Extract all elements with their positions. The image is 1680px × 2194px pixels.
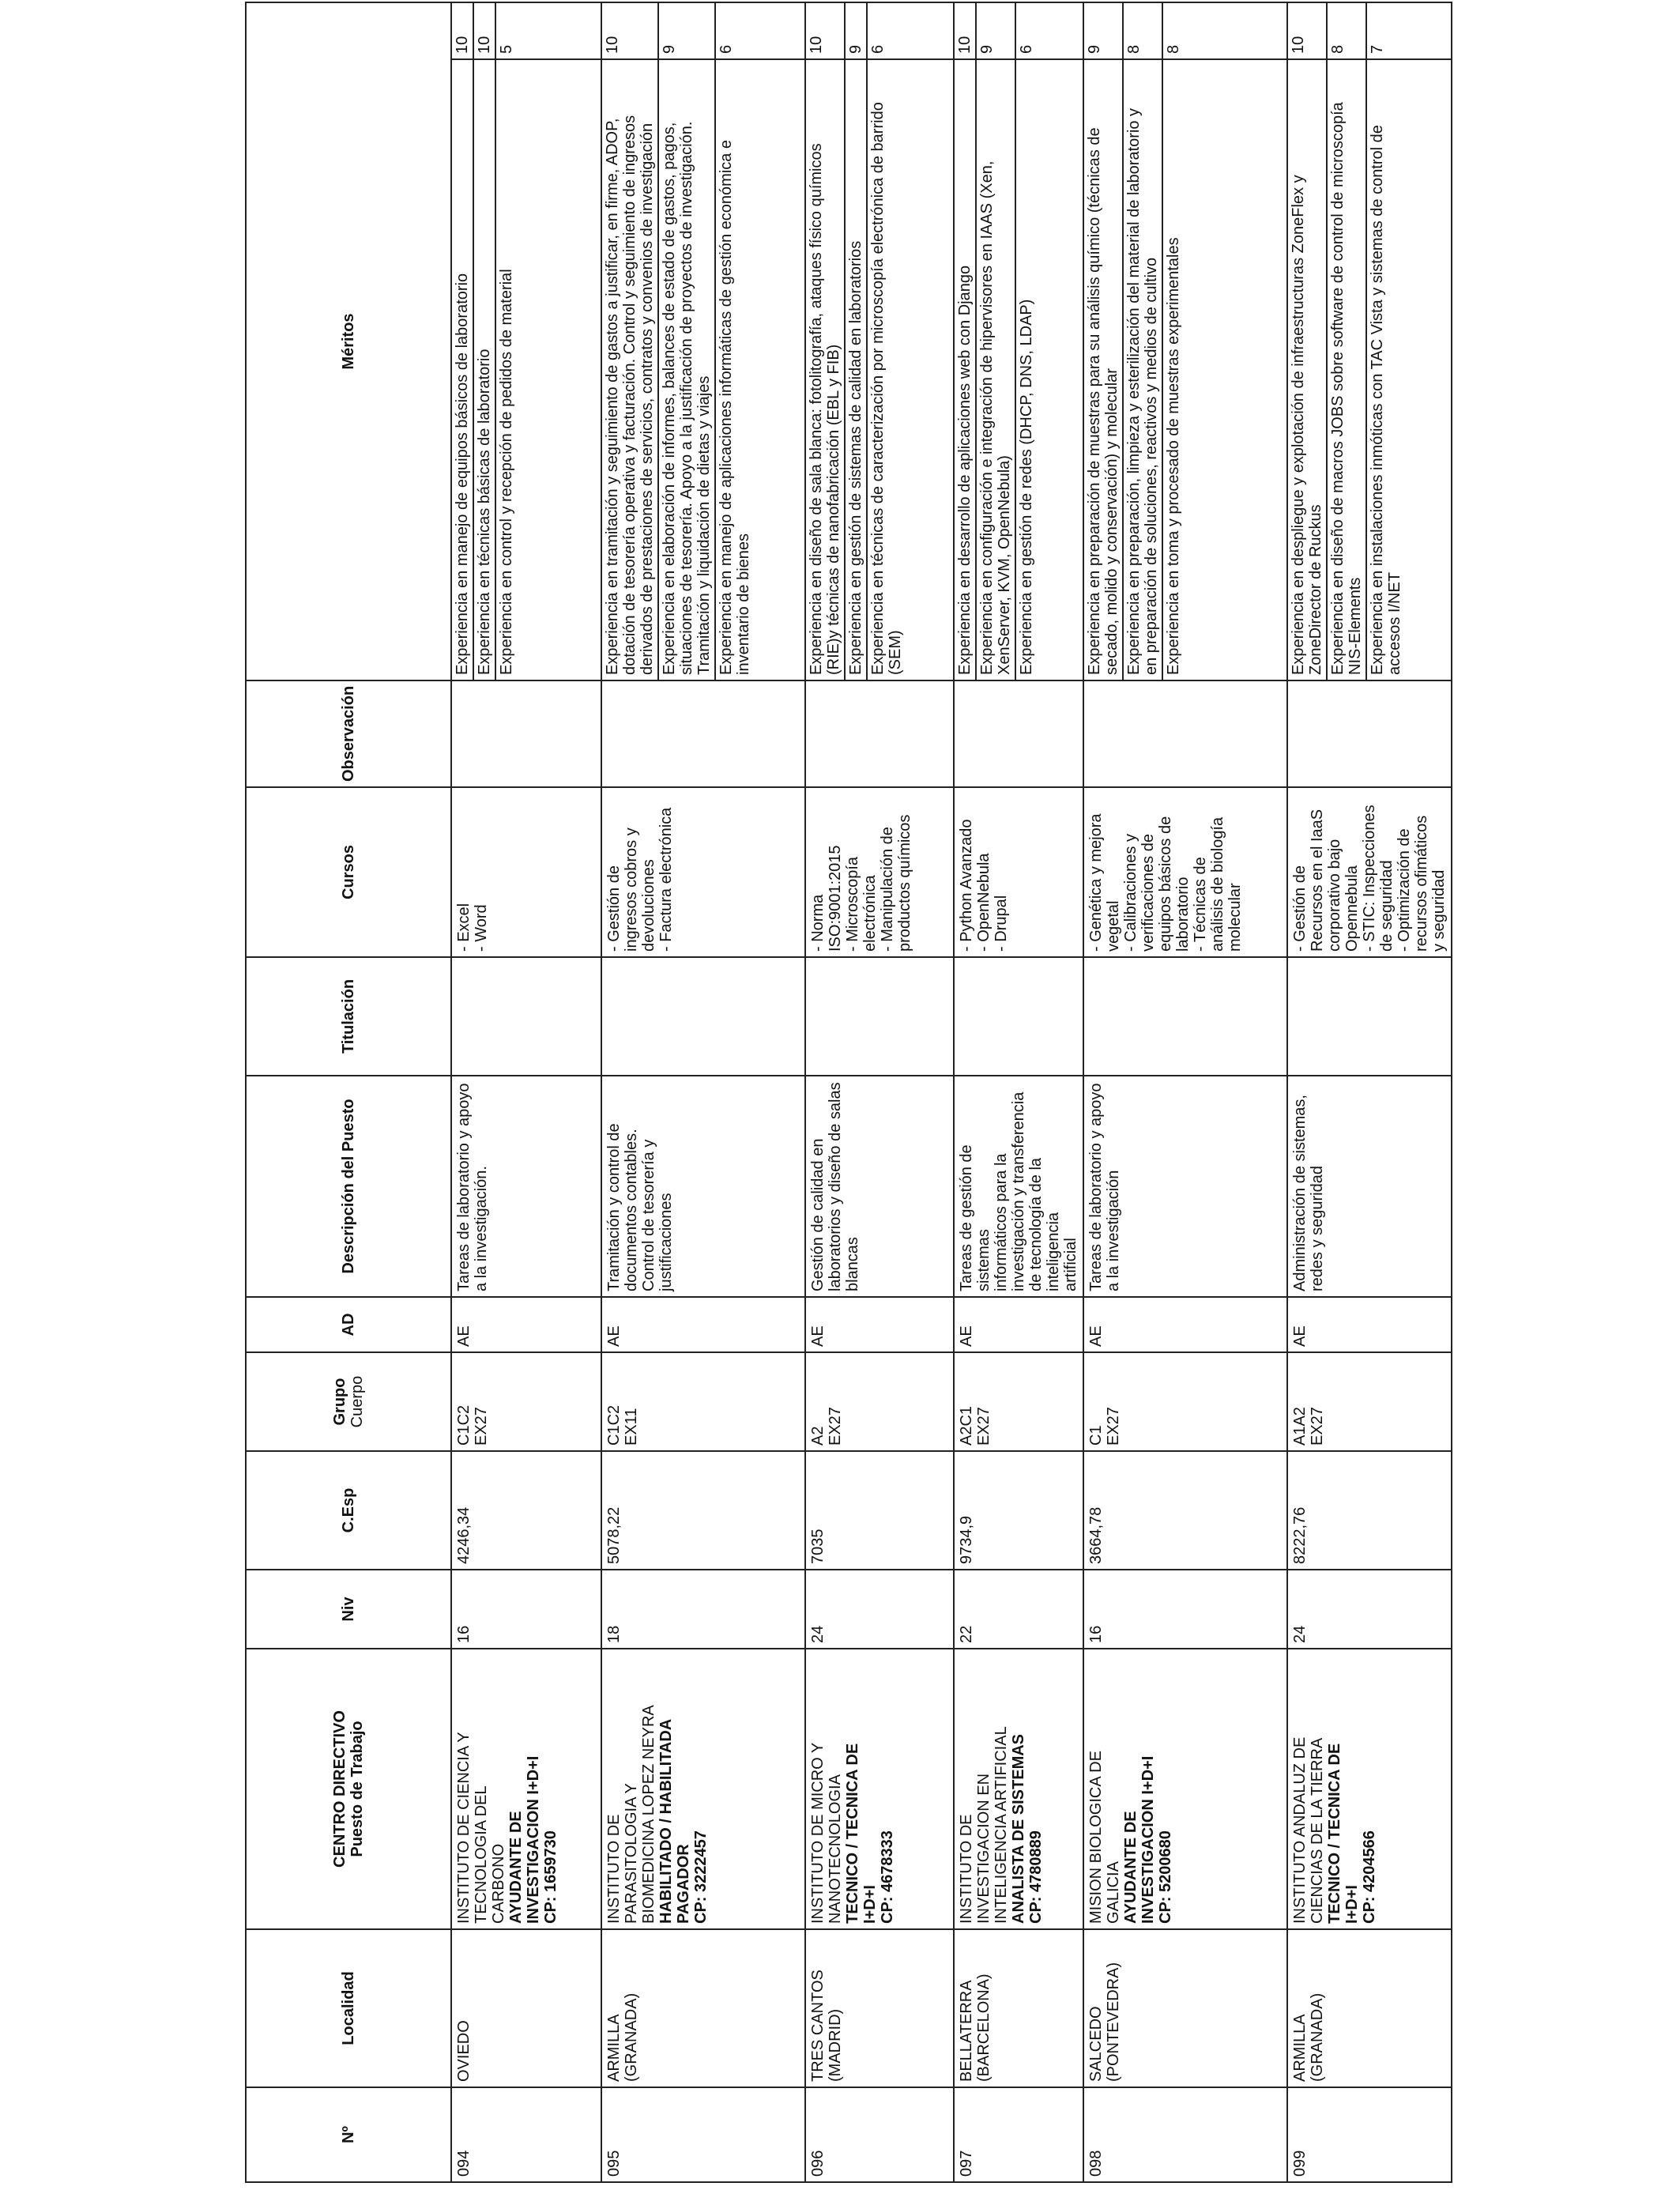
cell-meritos bbox=[1083, 2, 1287, 680]
merito-text-line: Experiencia en gestión de redes (DHCP, DNS, LDAP) bbox=[1018, 299, 1035, 675]
descripcion-line: Gestión de calidad en bbox=[809, 1138, 827, 1291]
merito-text bbox=[846, 60, 866, 680]
cell-cesp: 8222,76 bbox=[1287, 1451, 1452, 1570]
merito-score: 6 bbox=[1016, 3, 1083, 60]
cell-meritos bbox=[601, 2, 805, 680]
table-body bbox=[451, 2, 1452, 2182]
localidad-line: TRES CANTOS bbox=[809, 1970, 827, 2082]
merito-text-line: Experiencia en técnicas básicas de laboratorio bbox=[476, 349, 493, 675]
table-row bbox=[1083, 2, 1287, 2182]
curso-line: - Gestión de bbox=[1291, 865, 1309, 952]
curso-line: laboratorio bbox=[1174, 876, 1192, 952]
merito-text-line: (SEM) bbox=[887, 630, 904, 675]
merito-text-line: secado, molido y conservación) y molecular bbox=[1103, 368, 1121, 675]
cell-cesp: 3664,78 bbox=[1083, 1451, 1287, 1570]
grupo-value: C1C2 bbox=[605, 1404, 623, 1446]
cell-titulacion bbox=[805, 957, 954, 1076]
merito-score: 10 bbox=[1288, 3, 1326, 60]
curso-line: - Factura electrónica bbox=[657, 807, 675, 952]
puesto-line: ANALISTA DE SISTEMAS bbox=[1010, 1733, 1027, 1924]
centro-line: TECNOLOGIA DEL bbox=[473, 1785, 490, 1924]
cuerpo-value: EX27 bbox=[827, 1407, 844, 1446]
merito-score: 10 bbox=[474, 3, 495, 60]
cell-grupo bbox=[1083, 1352, 1287, 1451]
table-row bbox=[601, 2, 805, 2182]
merito-text-line: Experiencia en desarrollo de aplicaciones web con Django bbox=[956, 265, 974, 675]
cell-grupo bbox=[451, 1352, 601, 1451]
curso-line: productos químicos bbox=[896, 814, 913, 952]
merito-text bbox=[452, 60, 473, 680]
localidad-line: (PONTEVEDRA) bbox=[1105, 1962, 1122, 2082]
merito-text-line: Experiencia en toma y procesado de muestras experimentales bbox=[1165, 237, 1182, 675]
centro-line: INSTITUTO ANDALUZ DE bbox=[1291, 1736, 1309, 1924]
merito-item bbox=[844, 3, 866, 680]
merito-item bbox=[1122, 3, 1162, 680]
merito-item bbox=[1326, 3, 1365, 680]
merito-text-line: Experiencia en control y recepción de pedidos de material bbox=[498, 269, 515, 675]
header-cursos: Cursos bbox=[246, 787, 451, 957]
merito-text-line: accesos I/NET bbox=[1386, 571, 1403, 675]
puesto-line: AYUDANTE DE bbox=[1122, 1811, 1139, 1924]
cuerpo-value: EX27 bbox=[975, 1407, 993, 1446]
curso-line: - Norma bbox=[809, 894, 827, 952]
cell-localidad bbox=[451, 1929, 601, 2087]
cell-localidad bbox=[1083, 1929, 1287, 2087]
header-num: Nº bbox=[246, 2087, 451, 2182]
merito-score: 7 bbox=[1367, 3, 1451, 60]
meritos-list bbox=[806, 3, 953, 680]
curso-line: - Excel bbox=[455, 903, 473, 952]
cell-localidad bbox=[805, 1929, 954, 2087]
merito-score: 9 bbox=[1084, 3, 1122, 60]
merito-text-line: NIS-Elements bbox=[1347, 577, 1364, 675]
cuerpo-value: EX11 bbox=[623, 1408, 640, 1446]
cell-cesp: 9734,9 bbox=[954, 1451, 1083, 1570]
cell-centro-puesto bbox=[601, 1649, 805, 1929]
cell-niv: 16 bbox=[1083, 1570, 1287, 1649]
merito-text-line: Experiencia en técnicas de caracterización por microscopía electrónica de barrido bbox=[869, 102, 887, 675]
puesto-line: TECNICO / TECNICA DE bbox=[844, 1743, 861, 1924]
puesto-line: I+D+I bbox=[861, 1885, 879, 1924]
centro-line: INSTITUTO DE bbox=[605, 1814, 623, 1924]
merito-item bbox=[975, 3, 1015, 680]
header-descripcion: Descripción del Puesto bbox=[246, 1076, 451, 1297]
curso-line: - Drupal bbox=[993, 895, 1010, 952]
merito-item bbox=[1015, 3, 1083, 680]
cell-centro-puesto bbox=[451, 1649, 601, 1929]
table-row bbox=[954, 2, 1083, 2182]
cell-descripcion bbox=[1287, 1076, 1452, 1297]
cell-cursos bbox=[1287, 787, 1452, 957]
header-observacion: Observación bbox=[246, 680, 451, 787]
cell-observacion bbox=[1083, 680, 1287, 787]
merito-text bbox=[1288, 60, 1326, 680]
localidad-line: (GRANADA) bbox=[623, 1992, 640, 2082]
merito-item bbox=[1365, 3, 1451, 680]
centro-line: MISION BIOLOGICA DE bbox=[1087, 1751, 1105, 1924]
header-cuerpo-label: Cuerpo bbox=[348, 1375, 366, 1428]
curso-line: - Técnicas de bbox=[1192, 857, 1209, 952]
merito-text-line: (RIE)y técnicas de nanofabricación (EBL y FIB) bbox=[825, 344, 842, 675]
descripcion-line: blancas bbox=[844, 1237, 861, 1291]
merito-item bbox=[866, 3, 953, 680]
curso-line: electrónica bbox=[861, 875, 879, 952]
curso-line: Recursos en el IaaS bbox=[1309, 809, 1326, 952]
cell-cursos bbox=[601, 787, 805, 957]
header-niv: Niv bbox=[246, 1570, 451, 1649]
centro-line: INSTITUTO DE MICRO Y bbox=[809, 1742, 827, 1924]
cell-num: 097 bbox=[954, 2087, 1083, 2182]
merito-text bbox=[716, 60, 804, 680]
curso-line: ISO:9001:2015 bbox=[827, 845, 844, 952]
merito-score: 5 bbox=[496, 3, 601, 60]
cell-num: 099 bbox=[1287, 2087, 1452, 2182]
descripcion-line: laboratorios y diseño de salas bbox=[827, 1082, 844, 1291]
curso-line: verificaciones de bbox=[1139, 834, 1157, 952]
curso-line: - Microscopía bbox=[844, 856, 861, 952]
merito-text bbox=[868, 60, 953, 680]
table-row bbox=[451, 2, 601, 2182]
centro-line: INSTITUTO DE CIENCIA Y bbox=[455, 1732, 473, 1924]
cell-niv: 22 bbox=[954, 1570, 1083, 1649]
cell-centro-puesto bbox=[1287, 1649, 1452, 1929]
merito-item bbox=[955, 3, 975, 680]
cell-observacion bbox=[601, 680, 805, 787]
header-centro bbox=[246, 1649, 451, 1929]
job-table bbox=[245, 2, 1452, 2183]
curso-line: devoluciones bbox=[640, 859, 657, 952]
cuerpo-value: EX27 bbox=[1309, 1407, 1326, 1446]
cell-grupo bbox=[954, 1352, 1083, 1451]
curso-line: - Optimización de bbox=[1396, 828, 1413, 952]
merito-score: 9 bbox=[977, 3, 1015, 60]
header-ad: AD bbox=[246, 1297, 451, 1352]
merito-text bbox=[474, 60, 495, 680]
cp-code: CP: 1659730 bbox=[542, 1830, 559, 1924]
localidad-line: (MADRID) bbox=[827, 2008, 844, 2082]
merito-item bbox=[495, 3, 601, 680]
merito-score: 10 bbox=[602, 3, 657, 60]
merito-item bbox=[473, 3, 495, 680]
merito-text bbox=[1328, 60, 1365, 680]
curso-line: ingresos cobros y bbox=[623, 827, 640, 952]
cell-titulacion bbox=[1287, 957, 1452, 1076]
centro-line: INTELIGENCIA ARTIFICIAL bbox=[993, 1726, 1010, 1924]
cell-observacion bbox=[954, 680, 1083, 787]
localidad-line: (BARCELONA) bbox=[975, 1973, 993, 2082]
merito-item bbox=[602, 3, 657, 680]
meritos-list bbox=[1084, 3, 1286, 680]
merito-item bbox=[806, 3, 844, 680]
cell-descripcion bbox=[601, 1076, 805, 1297]
merito-text-line: inventario de bienes bbox=[735, 533, 752, 675]
rotated-page bbox=[245, 0, 1448, 2183]
cell-descripcion bbox=[954, 1076, 1083, 1297]
cell-titulacion bbox=[954, 957, 1083, 1076]
cell-grupo bbox=[1287, 1352, 1452, 1451]
merito-text-line: Experiencia en manejo de aplicaciones informáticas de gestión económica e bbox=[718, 139, 735, 675]
merito-score: 9 bbox=[659, 3, 714, 60]
descripcion-line: investigación y transferencia bbox=[1010, 1091, 1027, 1291]
merito-text bbox=[602, 60, 657, 680]
descripcion-line: justificaciones bbox=[657, 1193, 675, 1291]
descripcion-line: Tramitación y control de bbox=[605, 1123, 623, 1291]
cell-ad: AE bbox=[451, 1297, 601, 1352]
centro-line: NANOTECNOLOGIA bbox=[827, 1774, 844, 1924]
descripcion-line: documentos contables. bbox=[623, 1129, 640, 1291]
grupo-value: C1C2 bbox=[455, 1404, 473, 1446]
cell-cursos bbox=[1083, 787, 1287, 957]
cell-grupo bbox=[805, 1352, 954, 1451]
descripcion-line: Tareas de laboratorio y apoyo bbox=[455, 1083, 473, 1291]
header-grupo-label: Grupo bbox=[331, 1378, 348, 1426]
centro-line: INSTITUTO DE bbox=[958, 1814, 975, 1924]
merito-item bbox=[714, 3, 804, 680]
merito-text bbox=[1016, 60, 1083, 680]
header-cesp: C.Esp bbox=[246, 1451, 451, 1570]
descripcion-line: informáticos para la bbox=[993, 1153, 1010, 1291]
merito-text bbox=[496, 60, 601, 680]
cell-num: 096 bbox=[805, 2087, 954, 2182]
localidad-line: ARMILLA bbox=[605, 2014, 623, 2082]
merito-item bbox=[1288, 3, 1326, 680]
cell-titulacion bbox=[601, 957, 805, 1076]
header-puesto-label: Puesto de Trabajo bbox=[348, 1721, 366, 1857]
descripcion-line: Tareas de laboratorio y apoyo bbox=[1087, 1083, 1105, 1291]
cell-cursos bbox=[451, 787, 601, 957]
cell-niv: 18 bbox=[601, 1570, 805, 1649]
merito-item bbox=[1084, 3, 1122, 680]
cell-centro-puesto bbox=[1083, 1649, 1287, 1929]
merito-text bbox=[659, 60, 714, 680]
localidad-line: SALCEDO bbox=[1087, 2006, 1105, 2082]
curso-line: - Manipulación de bbox=[879, 827, 896, 952]
merito-text-line: Experiencia en instalaciones inmóticas con TAC Vista y sistemas de control de bbox=[1369, 125, 1386, 675]
curso-line: - Python Avanzado bbox=[958, 819, 975, 952]
cell-localidad bbox=[601, 1929, 805, 2087]
merito-score: 8 bbox=[1163, 3, 1286, 60]
meritos-list bbox=[452, 3, 601, 680]
cp-code: CP: 5200680 bbox=[1157, 1830, 1174, 1924]
merito-text-line: Experiencia en gestión de sistemas de calidad en laboratorios bbox=[847, 240, 864, 675]
centro-line: BIOMEDICINA LOPEZ NEYRA bbox=[640, 1705, 657, 1924]
curso-line: - Genética y mejora bbox=[1087, 813, 1105, 952]
curso-line: - Gestión de bbox=[605, 865, 623, 952]
cp-code: CP: 3222457 bbox=[692, 1830, 710, 1924]
merito-text-line: en preparación de soluciones, reactivos y medios de cultivo bbox=[1143, 257, 1160, 675]
curso-line: - STIC: Inspecciones bbox=[1361, 805, 1378, 952]
descripcion-line: Tareas de gestión de sistemas bbox=[958, 1144, 993, 1291]
curso-line: - OpenNebula bbox=[975, 853, 993, 952]
merito-text bbox=[1367, 60, 1451, 680]
header-grupo bbox=[246, 1352, 451, 1451]
header-localidad: Localidad bbox=[246, 1929, 451, 2087]
merito-text bbox=[955, 60, 975, 680]
cuerpo-value: EX27 bbox=[473, 1407, 490, 1446]
meritos-list bbox=[955, 3, 1083, 680]
cell-cesp: 7035 bbox=[805, 1451, 954, 1570]
descripcion-line: a la investigación bbox=[1105, 1170, 1122, 1291]
header-centro-label: CENTRO DIRECTIVO bbox=[331, 1710, 348, 1868]
centro-line: PARASITOLOGIA Y bbox=[623, 1783, 640, 1924]
descripcion-line: redes y seguridad bbox=[1309, 1166, 1326, 1291]
merito-score: 9 bbox=[846, 3, 866, 60]
header-titulacion: Titulación bbox=[246, 957, 451, 1076]
cell-cesp: 5078,22 bbox=[601, 1451, 805, 1570]
grupo-value: A2 bbox=[809, 1426, 827, 1446]
curso-line: recursos ofimáticos bbox=[1413, 815, 1430, 952]
merito-score: 10 bbox=[806, 3, 844, 60]
curso-line: - Word bbox=[473, 904, 490, 952]
merito-score: 8 bbox=[1124, 3, 1162, 60]
merito-score: 6 bbox=[716, 3, 804, 60]
cell-num: 095 bbox=[601, 2087, 805, 2182]
merito-text-line: Experiencia en configuración e integración de hipervisores en IAAS (Xen, bbox=[978, 160, 996, 675]
merito-text-line: situaciones de tesorería. Apoyo a la justificación de proyectos de investigación. bbox=[678, 121, 695, 675]
merito-text bbox=[1163, 60, 1286, 680]
merito-text-line: Experiencia en elaboración de informes, balances de estado de gastos, pagos, bbox=[661, 122, 678, 675]
cell-observacion bbox=[1287, 680, 1452, 787]
cell-ad: AE bbox=[954, 1297, 1083, 1352]
curso-line: molecular bbox=[1226, 883, 1244, 952]
cell-niv: 24 bbox=[805, 1570, 954, 1649]
merito-text-line: XenServer, KVM, OpenNebula) bbox=[996, 455, 1013, 675]
cell-descripcion bbox=[805, 1076, 954, 1297]
cell-observacion bbox=[805, 680, 954, 787]
centro-line: GALICIA bbox=[1105, 1861, 1122, 1924]
cell-num: 094 bbox=[451, 2087, 601, 2182]
cp-code: CP: 4678333 bbox=[879, 1830, 896, 1924]
merito-text bbox=[1124, 60, 1162, 680]
merito-text-line: ZoneDirector de Ruckus bbox=[1307, 504, 1324, 675]
cell-cursos bbox=[954, 787, 1083, 957]
localidad-line: OVIEDO bbox=[455, 2020, 473, 2082]
cell-niv: 16 bbox=[451, 1570, 601, 1649]
cell-centro-puesto bbox=[805, 1649, 954, 1929]
descripcion-line: a la investigación. bbox=[473, 1166, 490, 1291]
descripcion-line: artificial bbox=[1062, 1238, 1079, 1291]
localidad-line: ARMILLA bbox=[1291, 2014, 1309, 2082]
puesto-line: INVESTIGACION I+D+I bbox=[525, 1755, 542, 1924]
merito-text bbox=[806, 60, 844, 680]
header-row bbox=[246, 2, 451, 2182]
puesto-line: HABILITADO / HABILITADA bbox=[657, 1718, 675, 1924]
merito-text-line: Tramitación y liquidación de dietas y viajes bbox=[695, 375, 713, 675]
cell-num: 098 bbox=[1083, 2087, 1287, 2182]
cell-titulacion bbox=[451, 957, 601, 1076]
cp-code: CP: 4780889 bbox=[1027, 1830, 1045, 1924]
merito-score: 10 bbox=[452, 3, 473, 60]
merito-item bbox=[1162, 3, 1286, 680]
cell-meritos bbox=[451, 2, 601, 680]
grupo-value: A2C1 bbox=[958, 1405, 975, 1446]
curso-line: corporativo bajo bbox=[1326, 839, 1343, 952]
descripcion-line: de tecnología de la inteligencia bbox=[1027, 1157, 1062, 1291]
cell-meritos bbox=[954, 2, 1083, 680]
cell-ad: AE bbox=[1287, 1297, 1452, 1352]
meritos-list bbox=[1288, 3, 1451, 680]
merito-text-line: dotación de tesorería operativa y facturación. Control y seguimiento de ingresos bbox=[621, 115, 638, 675]
curso-line: y seguridad bbox=[1430, 869, 1448, 952]
cell-descripcion bbox=[451, 1076, 601, 1297]
curso-line: vegetal bbox=[1105, 900, 1122, 952]
cell-cesp: 4246,34 bbox=[451, 1451, 601, 1570]
cell-ad: AE bbox=[805, 1297, 954, 1352]
puesto-line: INVESTIGACION I+D+I bbox=[1139, 1755, 1157, 1924]
centro-line: CARBONO bbox=[490, 1843, 507, 1924]
puesto-line: I+D+I bbox=[1343, 1885, 1361, 1924]
merito-text-line: Experiencia en tramitación y seguimiento de gastos a justificar, en firme, ADOP, bbox=[604, 118, 621, 675]
merito-text-line: Experiencia en diseño de sala blanca: fotolitografía, ataques físico químicos bbox=[808, 143, 825, 675]
cell-ad: AE bbox=[1083, 1297, 1287, 1352]
merito-text-line: Experiencia en preparación de muestras para su análisis químico (técnicas de bbox=[1086, 127, 1103, 675]
curso-line: equipos básicos de bbox=[1157, 816, 1174, 952]
cell-localidad bbox=[1287, 1929, 1452, 2087]
merito-text-line: Experiencia en despliegue y explotación de infraestructuras ZoneFlex y bbox=[1290, 175, 1307, 675]
localidad-line: BELLATERRA bbox=[958, 1980, 975, 2082]
grupo-value: A1A2 bbox=[1291, 1407, 1309, 1446]
merito-text-line: Experiencia en diseño de macros JOBS sobre software de control de microscopía bbox=[1329, 102, 1347, 675]
puesto-line: PAGADOR bbox=[675, 1844, 692, 1924]
merito-item bbox=[452, 3, 473, 680]
cell-descripcion bbox=[1083, 1076, 1287, 1297]
cell-centro-puesto bbox=[954, 1649, 1083, 1929]
merito-text bbox=[977, 60, 1015, 680]
merito-text-line: derivados de prestaciones de servicios, contratos y convenios de investigación bbox=[638, 123, 656, 675]
cell-niv: 24 bbox=[1287, 1570, 1452, 1649]
cp-code: CP: 4204566 bbox=[1361, 1830, 1378, 1924]
header-meritos: Méritos bbox=[246, 2, 451, 680]
descripcion-line: Administración de sistemas, bbox=[1291, 1095, 1309, 1291]
table-row bbox=[805, 2, 954, 2182]
table-row bbox=[1287, 2, 1452, 2182]
cell-localidad bbox=[954, 1929, 1083, 2087]
merito-text-line: Experiencia en preparación, limpieza y esterilización del material de laboratorio y bbox=[1125, 107, 1143, 675]
merito-item bbox=[657, 3, 714, 680]
curso-line: de seguridad bbox=[1378, 860, 1396, 952]
cell-ad: AE bbox=[601, 1297, 805, 1352]
centro-line: INVESTIGACION EN bbox=[975, 1773, 993, 1924]
puesto-line: AYUDANTE DE bbox=[507, 1811, 525, 1924]
merito-text-line: Experiencia en manejo de equipos básicos de laboratorio bbox=[454, 273, 471, 675]
cell-titulacion bbox=[1083, 957, 1287, 1076]
curso-line: análisis de biología bbox=[1209, 816, 1226, 952]
meritos-list bbox=[602, 3, 804, 680]
puesto-line: TECNICO / TECNICA DE bbox=[1326, 1743, 1343, 1924]
descripcion-line: Control de tesorería y bbox=[640, 1139, 657, 1291]
merito-score: 8 bbox=[1328, 3, 1365, 60]
cell-meritos bbox=[805, 2, 954, 680]
merito-text bbox=[1084, 60, 1122, 680]
localidad-line: (GRANADA) bbox=[1309, 1992, 1326, 2082]
cell-grupo bbox=[601, 1352, 805, 1451]
cell-meritos bbox=[1287, 2, 1452, 680]
cuerpo-value: EX27 bbox=[1105, 1407, 1122, 1446]
grupo-value: C1 bbox=[1087, 1425, 1105, 1446]
cell-cursos bbox=[805, 787, 954, 957]
merito-score: 6 bbox=[868, 3, 953, 60]
curso-line: - Calibraciones y bbox=[1122, 834, 1139, 952]
centro-line: CIENCIAS DE LA TIERRA bbox=[1309, 1737, 1326, 1924]
cell-observacion bbox=[451, 680, 601, 787]
curso-line: Opennebula bbox=[1343, 865, 1361, 952]
merito-score: 10 bbox=[955, 3, 975, 60]
